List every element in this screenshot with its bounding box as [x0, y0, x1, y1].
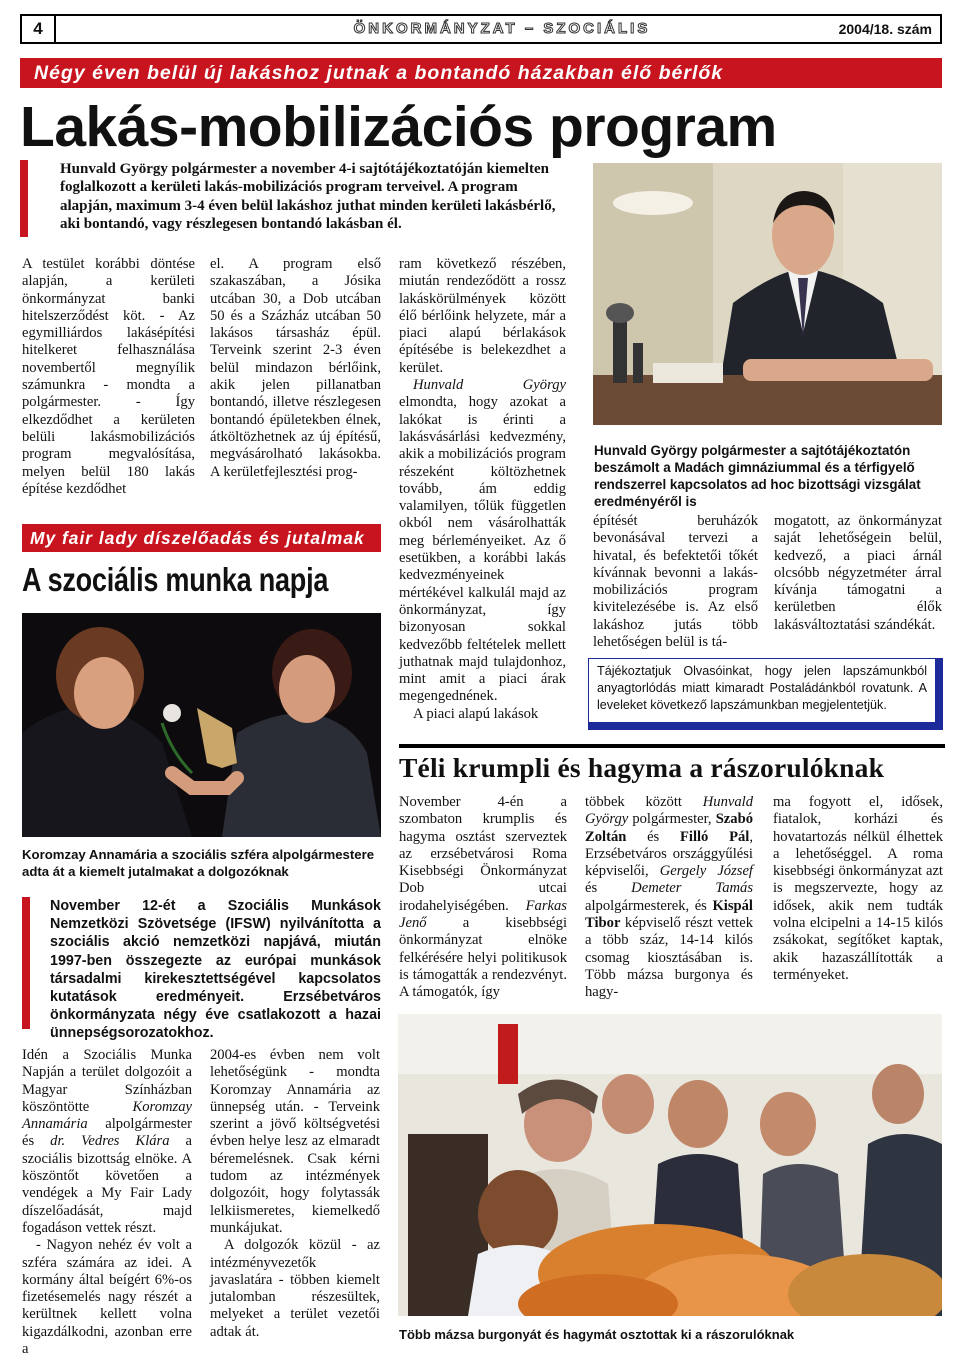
page-number: 4: [22, 16, 56, 42]
article2-col2: 2004-es évben nem volt lehetőségünk - mondta Koromzay Annamária az ünnepség után. - Terveink szerint a jövő költségvetési évben helye lesz az elmaradt béremelésnek. Csak kérni tudom az intézmények dolgozóit, hogy folytassák lelkiismeretes, kiemelkedő munkájukat. A dolgozók közül - az intézményvezetők javaslatára - többen kiemelt jutalomban részesültek, melyeket a terület vezetői adtak át.: [210, 1047, 380, 1340]
mayor-photo-caption: Hunvald György polgármester a sajtótájékoztatón beszámolt a Madách gimnáziummal és a térfigyelő rendszerrel kapcsolatos ad hoc bizottsági vizsgálat eredményéről is: [594, 443, 921, 509]
page-header: [20, 14, 942, 44]
article1-col5: mogatott, az önkormányzat saját lehetőségein belül, kedvező, a piaci árnál olcsóbb négyzetméter árral kívánja támogatni a kerületben élők lakásváltoztatási szándékát.: [774, 513, 942, 633]
person-name: Hunvald György: [413, 377, 566, 394]
issue-label: 2004/18. szám: [838, 21, 932, 37]
article3-col2: többek között Hunvald György polgármester, Szabó Zoltán és Filló Pál, Erzsébetváros országgyűlési képviselői, Gergely József és Demeter Tamás alpolgármesterek, és Kispál Tibor képviselő részt vettek a több száz, 14-14 kilós csomag kiosztásában is. Több mázsa burgonya és hagy-: [585, 794, 754, 1001]
article1-title: Lakás-mobilizációs program: [20, 95, 777, 159]
article1-col3-p3: A piaci alapú lakások: [413, 705, 539, 722]
award-photo-caption: Koromzay Annamária a szociális szféra alpolgármestere adta át a kiemelt jutalmakat a dolgozóknak: [22, 847, 375, 879]
article2-kicker: My fair lady díszelőadás és jutalmak: [22, 524, 381, 552]
article2-lead: [22, 897, 381, 1042]
article2-title: A szociális munka napja: [22, 561, 329, 598]
award-photo: [22, 613, 381, 837]
person-name: dr. Vedres Klára: [50, 1133, 170, 1150]
article1-col4: építését beruházók bevonásával tervezi a hivatal, és befektetői tőkét kívánnak bevonni a lakás-mobilizációs program kivitelezésébe is. Az első lakáshoz jutás több lehetőségen belül is tá-: [593, 513, 758, 651]
article3-title: Téli krumpli és hagyma a rászorulóknak: [399, 744, 945, 786]
article1-lead-text: Hunvald György polgármester a november 4-i sajtótájékoztatóján kiemelten foglalkozott a kerületi lakás-mobilizációs program terveivel. A program alapján, maximum 3-4 éven belül lakáshoz juthat minden kerületi lakásbérlő, aki bontandó, vagy részlegesen bontandó lakásban él.: [60, 161, 556, 232]
potato-photo: [398, 1014, 942, 1316]
article1-col1: A testület korábbi döntése alapján, a kerületi önkormányzat banki hitelszerződést köt. - Az egymilliárdos lakásépítési hitelkeret felhasználása novembertől megnyílik számunkra - mondta a polgármester. - Így elkezdődhet a kerületen belüli lakásmobilizációs program megvalósítása, melyen belül 180 lakás építése kezdődhet: [22, 256, 195, 497]
article2-lead-text: November 12-ét a Szociális Munkások Nemzetközi Szövetsége (IFSW) nyilvánította a szociális akció nemzetközi napjává, miután 1997-ben összegezte az európai munkások társadalmi kirekesztettségével kapcsolatos kutatások eredményeit. Erzsébetváros önkormányzata négy éve csatlakozott a hazai ünnepségsorozatokhoz.: [50, 898, 381, 1042]
potato-photo-caption: Több mázsa burgonyát és hagymát osztottak ki a rászorulóknak: [399, 1327, 795, 1342]
notice-text: Tájékoztatjuk Olvasóinkat, hogy jelen lapszámunkból anyagtorlódás miatt kimaradt Postaládánkból rovatunk. A leveleket következő lapszámunkban megjelentetjük.: [588, 658, 935, 722]
mayor-photo: [593, 163, 942, 425]
article3-col3: ma fogyott el, idősek, fiatalok, korházi és hovatartozás nélkül élhettek a lehetőséggel. A roma kisebbségi önkormányzat azt is megszervezte, hogy az idősek, akik nem tudták volna elcipelni a 14-15 kilós zsákokat, segítőket kaptak, akik hazaszállították a terményeket.: [773, 794, 943, 983]
article1-col3-p2: Hunvald György elmondta, hogy azokat a lakókat is érinti a lakásvásárlási kedvezmény, akik a mobilizációs program részeként költözhetnek tovább, ám eddig valamilyen, tőlük független okból nem vásárolhatták meg bérleményeiket. Az ő esetükben, a korábbi lakás kedvezményeinek mértékével kalkulál majd az önkormányzat, így bizonyosan sokkal kedvezőbb feltételek mellett juthatnak majd tulajdonhoz, mint amit a piaci árak megengednének.: [399, 377, 566, 705]
article1-lead: [20, 160, 572, 237]
person-name: Koromzay Annamária: [22, 1098, 192, 1133]
article1-col3: [399, 256, 566, 723]
article1-col2: el. A program első szakaszában, a Jósika utcában 30, a Dob utcában 50 és a Százház utcában 50 lakásos társasház épül. Terveink szerint 2-3 éven belül mindazon bérlőink, akik jelen pillanatban bontandó, illetve részlegesen bontandó épületekben élnek, átköltözhetnek az új építésű, megvásárolható lakásokba. A kerületfejlesztési prog-: [210, 256, 381, 480]
article1-col3-p1: ram következő részében, miután rendeződött a rossz lakáskörülmények között élő bérlőink helyzete, már a piaci alapú bérlakások építésébe is belekezdhet a kerület.: [399, 256, 566, 376]
article1-kicker: Négy éven belül új lakáshoz jutnak a bontandó házakban élő bérlők: [20, 58, 942, 88]
article2-col1: Idén a Szociális Munka Napján a terület dolgozóit a Magyar Színházban köszöntötte Koromzay Annamária alpolgármester és dr. Vedres Klára a szociális bizottság elnöke. A köszöntőt követően a vendégek a My Fair Lady díszelőadását, majd fogadáson vettek részt. - Nagyon nehéz év volt a szféra számára az idei. A kormány által beígért 6%-os fizetésemelés nagy részét a kerültnek kellett volna kigazdálkodni, azonban erre a: [22, 1047, 192, 1358]
section-title: ÖNKORMÁNYZAT – SZOCIÁLIS: [353, 20, 651, 37]
notice-box: [588, 658, 943, 730]
person-name: Farkas Jenő: [399, 897, 567, 932]
article3-col1: November 4-én a szombaton krumplis és hagyma osztást szerveztek az erzsébetvárosi Roma Kisebbségi Önkormányzat Dob utcai irodahelyiségében. Farkas Jenő a kisebbségi önkormányzat elnöke felkérésére helyi politikusok is támogatták a rendezvényt. A támogatók, így: [399, 794, 567, 1001]
